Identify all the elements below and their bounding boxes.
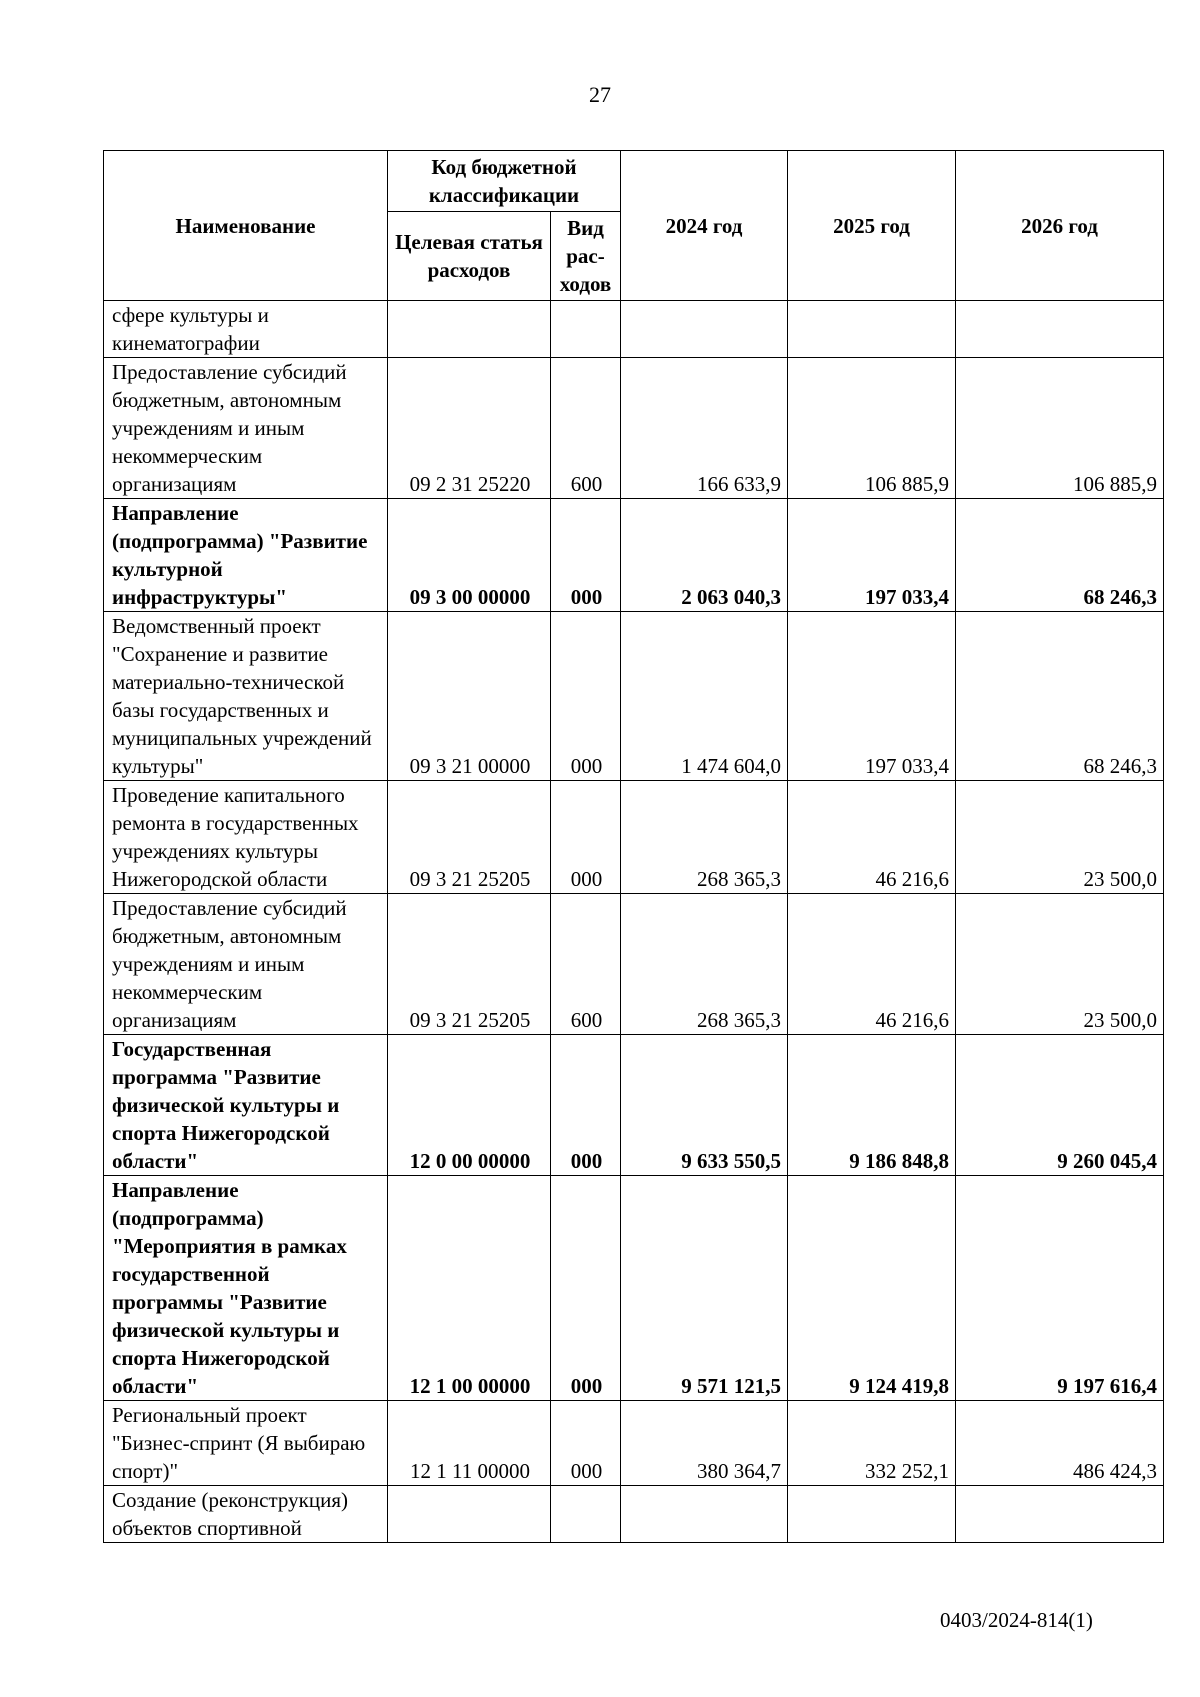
row-value-2026: 9 197 616,4 — [956, 1176, 1164, 1401]
row-value-2026: 9 260 045,4 — [956, 1035, 1164, 1176]
row-name: Направление (подпрограмма) "Развитие культурной инфраструктуры" — [104, 499, 388, 612]
row-value-2024: 380 364,7 — [621, 1401, 788, 1486]
row-name: Проведение капитального ремонта в государственных учреждениях культуры Нижегородской области — [104, 781, 388, 894]
row-value-2024 — [621, 301, 788, 358]
row-name: сфере культуры и кинематографии — [104, 301, 388, 358]
row-expense-type: 600 — [551, 894, 621, 1035]
page-number: 27 — [589, 82, 611, 107]
row-value-2024: 2 063 040,3 — [621, 499, 788, 612]
row-value-2025: 46 216,6 — [788, 781, 956, 894]
row-target-article: 09 3 21 25205 — [388, 894, 551, 1035]
row-target-article: 09 3 21 25205 — [388, 781, 551, 894]
row-value-2026: 23 500,0 — [956, 781, 1164, 894]
row-value-2026: 486 424,3 — [956, 1401, 1164, 1486]
row-target-article: 09 3 00 00000 — [388, 499, 551, 612]
row-value-2025: 197 033,4 — [788, 499, 956, 612]
row-value-2025 — [788, 301, 956, 358]
table-row — [104, 1486, 1164, 1543]
row-name: Ведомственный проект "Сохранение и развитие материально-технической базы государственных и муниципальных учреждений культуры" — [104, 612, 388, 781]
row-expense-type: 000 — [551, 612, 621, 781]
table-row — [104, 1176, 1164, 1401]
row-target-article: 12 1 00 00000 — [388, 1176, 551, 1401]
header-year-2024: 2024 год — [621, 151, 788, 301]
table-row — [104, 894, 1164, 1035]
row-name: Предоставление субсидий бюджетным, автономным учреждениям и иным некоммерческим организациям — [104, 358, 388, 499]
table-row — [104, 612, 1164, 781]
row-expense-type: 000 — [551, 1176, 621, 1401]
row-value-2024 — [621, 1486, 788, 1543]
header-code-group: Код бюджетной классификации — [388, 151, 621, 212]
budget-table — [103, 150, 1164, 1543]
table-header — [104, 151, 1164, 301]
row-value-2026 — [956, 301, 1164, 358]
row-expense-type: 000 — [551, 1035, 621, 1176]
row-expense-type: 600 — [551, 358, 621, 499]
row-value-2025: 9 186 848,8 — [788, 1035, 956, 1176]
row-value-2026: 68 246,3 — [956, 612, 1164, 781]
row-value-2026: 106 885,9 — [956, 358, 1164, 499]
row-name: Государственная программа "Развитие физической культуры и спорта Нижегородской области" — [104, 1035, 388, 1176]
header-year-2025: 2025 год — [788, 151, 956, 301]
table-row — [104, 1401, 1164, 1486]
row-target-article: 12 1 11 00000 — [388, 1401, 551, 1486]
table-row — [104, 358, 1164, 499]
table-row — [104, 499, 1164, 612]
document-number: 0403/2024-814(1) — [940, 1608, 1093, 1632]
header-target-article: Целевая статья расходов — [388, 212, 551, 301]
row-value-2024: 9 633 550,5 — [621, 1035, 788, 1176]
row-name: Региональный проект "Бизнес-спринт (Я выбираю спорт)" — [104, 1401, 388, 1486]
row-expense-type — [551, 301, 621, 358]
row-name: Создание (реконструкция) объектов спортивной — [104, 1486, 388, 1543]
row-value-2026 — [956, 1486, 1164, 1543]
table-body — [104, 301, 1164, 1543]
header-year-2026: 2026 год — [956, 151, 1164, 301]
row-value-2024: 268 365,3 — [621, 894, 788, 1035]
table-row — [104, 1035, 1164, 1176]
row-value-2025: 197 033,4 — [788, 612, 956, 781]
row-name: Предоставление субсидий бюджетным, автономным учреждениям и иным некоммерческим организациям — [104, 894, 388, 1035]
header-expense-type: Вид рас-ходов — [551, 212, 621, 301]
row-value-2025: 9 124 419,8 — [788, 1176, 956, 1401]
row-name: Направление (подпрограмма) "Мероприятия в рамках государственной программы "Развитие физической культуры и спорта Нижегородской области" — [104, 1176, 388, 1401]
row-target-article — [388, 301, 551, 358]
row-value-2024: 1 474 604,0 — [621, 612, 788, 781]
row-value-2026: 23 500,0 — [956, 894, 1164, 1035]
table-row — [104, 301, 1164, 358]
row-value-2025: 106 885,9 — [788, 358, 956, 499]
row-value-2025 — [788, 1486, 956, 1543]
row-value-2024: 268 365,3 — [621, 781, 788, 894]
row-expense-type: 000 — [551, 1401, 621, 1486]
row-value-2026: 68 246,3 — [956, 499, 1164, 612]
row-target-article — [388, 1486, 551, 1543]
row-value-2024: 166 633,9 — [621, 358, 788, 499]
row-expense-type: 000 — [551, 499, 621, 612]
header-name: Наименование — [104, 151, 388, 301]
row-expense-type — [551, 1486, 621, 1543]
table-row — [104, 781, 1164, 894]
row-value-2024: 9 571 121,5 — [621, 1176, 788, 1401]
row-value-2025: 332 252,1 — [788, 1401, 956, 1486]
row-target-article: 12 0 00 00000 — [388, 1035, 551, 1176]
row-target-article: 09 3 21 00000 — [388, 612, 551, 781]
row-value-2025: 46 216,6 — [788, 894, 956, 1035]
row-target-article: 09 2 31 25220 — [388, 358, 551, 499]
row-expense-type: 000 — [551, 781, 621, 894]
